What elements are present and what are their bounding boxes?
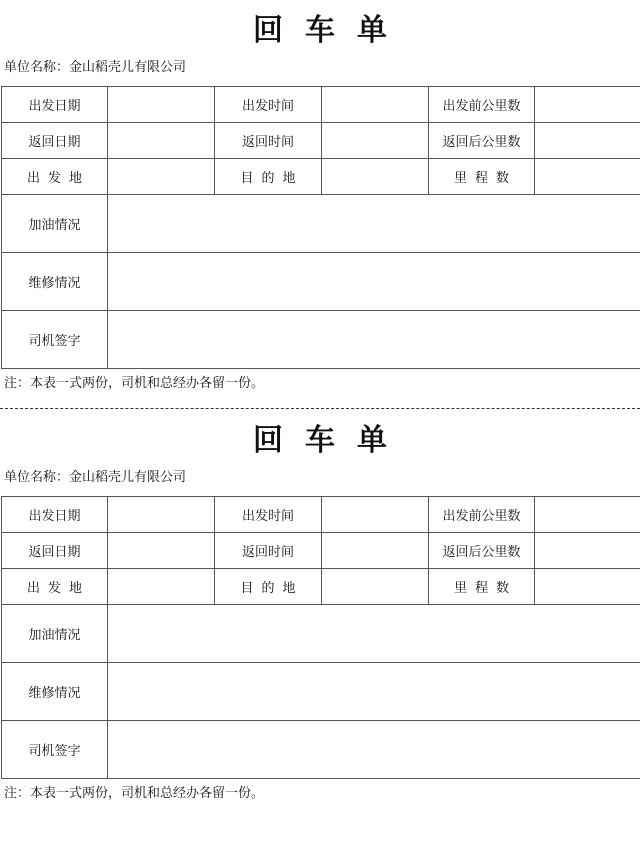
table-row — [2, 159, 640, 195]
label-char: 目 — [240, 171, 254, 186]
table-row — [2, 195, 640, 253]
refuel-label: 加油情况 — [2, 605, 108, 663]
label-char: 程 — [474, 581, 488, 596]
departure-date-label: 出发日期 — [2, 87, 108, 123]
title-char: 车 — [305, 13, 335, 48]
title-char: 回 — [253, 423, 283, 458]
return-time-label: 返回时间 — [215, 533, 322, 569]
return-time-field[interactable] — [322, 533, 429, 569]
repair-label: 维修情况 — [2, 253, 108, 311]
table-row — [2, 533, 640, 569]
departure-time-label: 出发时间 — [215, 497, 322, 533]
label-char: 地 — [69, 171, 83, 186]
return-date-label: 返回日期 — [2, 533, 108, 569]
label-char: 里 — [453, 581, 467, 596]
label-char: 的 — [261, 581, 275, 596]
odometer-after-label: 返回后公里数 — [429, 533, 535, 569]
title-char: 回 — [253, 13, 283, 48]
return-form-table — [1, 86, 640, 369]
table-row — [2, 253, 640, 311]
table-row — [2, 605, 640, 663]
table-row — [2, 311, 640, 369]
return-date-field[interactable] — [108, 123, 215, 159]
odometer-after-field[interactable] — [535, 123, 640, 159]
mileage-field[interactable] — [535, 569, 640, 605]
label-char: 出 — [26, 581, 40, 596]
destination-label — [215, 569, 322, 605]
label-char: 发 — [47, 171, 61, 186]
driver-signature-label: 司机签字 — [2, 721, 108, 779]
label-char: 数 — [496, 581, 510, 596]
odometer-before-label: 出发前公里数 — [429, 497, 535, 533]
refuel-field[interactable] — [108, 605, 640, 663]
odometer-after-label: 返回后公里数 — [429, 123, 535, 159]
odometer-before-field[interactable] — [535, 497, 640, 533]
label-char: 地 — [282, 171, 296, 186]
departure-time-field[interactable] — [322, 497, 429, 533]
return-form-table — [1, 496, 640, 779]
company-name-line: 单位名称：金山稻壳儿有限公司 — [4, 470, 187, 485]
label-char: 的 — [261, 171, 275, 186]
origin-label — [2, 159, 108, 195]
table-row — [2, 721, 640, 779]
label-char: 里 — [453, 171, 467, 186]
label-char: 地 — [69, 581, 83, 596]
footnote: 注：本表一式两份，司机和总经办各留一份。 — [4, 786, 265, 801]
odometer-after-field[interactable] — [535, 533, 640, 569]
return-time-label: 返回时间 — [215, 123, 322, 159]
return-date-field[interactable] — [108, 533, 215, 569]
mileage-field[interactable] — [535, 159, 640, 195]
departure-date-field[interactable] — [108, 87, 215, 123]
odometer-before-field[interactable] — [535, 87, 640, 123]
table-row — [2, 123, 640, 159]
mileage-label — [429, 569, 535, 605]
origin-field[interactable] — [108, 159, 215, 195]
driver-signature-field[interactable] — [108, 311, 640, 369]
refuel-label: 加油情况 — [2, 195, 108, 253]
table-row — [2, 87, 640, 123]
title-char: 单 — [357, 423, 387, 458]
repair-field[interactable] — [108, 253, 640, 311]
origin-field[interactable] — [108, 569, 215, 605]
departure-time-field[interactable] — [322, 87, 429, 123]
destination-field[interactable] — [322, 159, 429, 195]
table-row — [2, 663, 640, 721]
label-char: 出 — [26, 171, 40, 186]
departure-time-label: 出发时间 — [215, 87, 322, 123]
destination-field[interactable] — [322, 569, 429, 605]
form-title — [0, 414, 640, 460]
label-char: 程 — [474, 171, 488, 186]
label-char: 发 — [47, 581, 61, 596]
mileage-label — [429, 159, 535, 195]
return-time-field[interactable] — [322, 123, 429, 159]
departure-date-label: 出发日期 — [2, 497, 108, 533]
driver-signature-field[interactable] — [108, 721, 640, 779]
refuel-field[interactable] — [108, 195, 640, 253]
table-row — [2, 497, 640, 533]
odometer-before-label: 出发前公里数 — [429, 87, 535, 123]
departure-date-field[interactable] — [108, 497, 215, 533]
company-name-line: 单位名称：金山稻壳儿有限公司 — [4, 60, 187, 75]
vehicle-return-form-copy-1 — [0, 0, 640, 405]
form-title — [0, 4, 640, 50]
return-date-label: 返回日期 — [2, 123, 108, 159]
title-char: 车 — [305, 423, 335, 458]
footnote: 注：本表一式两份，司机和总经办各留一份。 — [4, 376, 265, 391]
origin-label — [2, 569, 108, 605]
label-char: 地 — [282, 581, 296, 596]
label-char: 数 — [496, 171, 510, 186]
repair-label: 维修情况 — [2, 663, 108, 721]
repair-field[interactable] — [108, 663, 640, 721]
table-row — [2, 569, 640, 605]
driver-signature-label: 司机签字 — [2, 311, 108, 369]
vehicle-return-form-copy-2 — [0, 410, 640, 815]
label-char: 目 — [240, 581, 254, 596]
title-char: 单 — [357, 13, 387, 48]
destination-label — [215, 159, 322, 195]
cut-line-divider — [0, 408, 640, 409]
